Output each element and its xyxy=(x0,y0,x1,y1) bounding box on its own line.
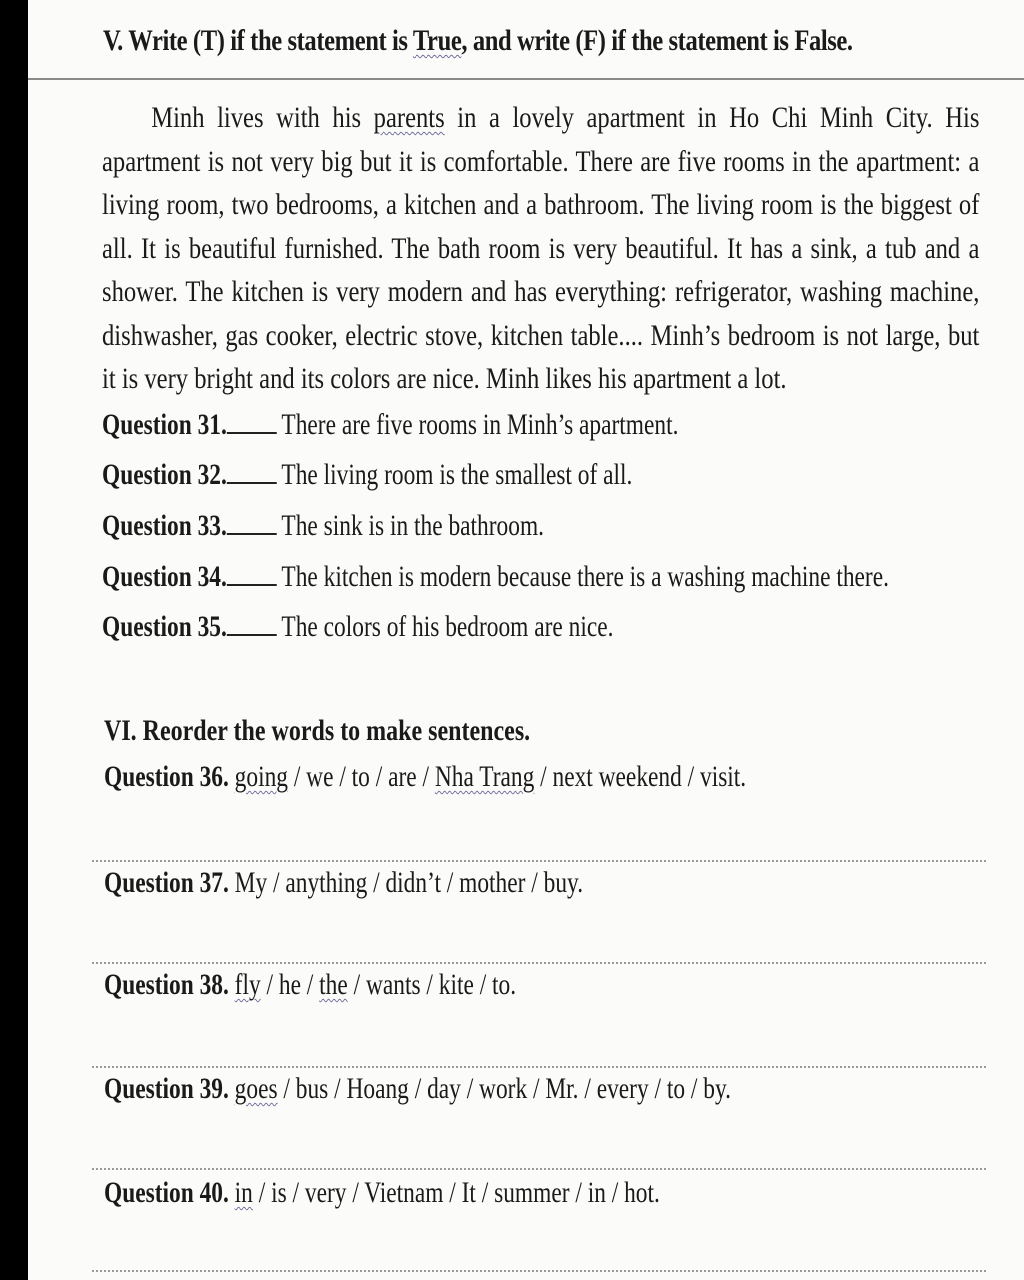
passage-text: Minh lives with his xyxy=(151,101,374,134)
words: My / anything / didn’t / mother / buy. xyxy=(228,866,584,899)
word-going: going xyxy=(234,760,288,793)
answer-line-40[interactable] xyxy=(92,1270,986,1272)
question-text: There are five rooms in Minh’s apartment. xyxy=(281,408,679,441)
word-in: in xyxy=(234,1176,253,1209)
words-end: / next weekend / visit. xyxy=(534,760,747,793)
question-35 xyxy=(102,610,613,644)
answer-blank[interactable] xyxy=(227,562,277,586)
question-number: Question 39. xyxy=(104,1072,229,1105)
words: / is / very / Vietnam / It / summer / in / hot. xyxy=(252,1176,660,1209)
question-36 xyxy=(104,760,746,794)
question-number: Question 37. xyxy=(104,866,229,899)
question-number: Question 38. xyxy=(104,968,229,1001)
question-text: The kitchen is modern because there is a washing machine there. xyxy=(281,560,889,593)
question-33 xyxy=(102,509,544,543)
words: / we / to / are / xyxy=(287,760,435,793)
answer-blank[interactable] xyxy=(227,460,277,484)
answer-blank[interactable] xyxy=(227,612,277,636)
question-number: Question 32. xyxy=(102,458,227,491)
question-number: Question 35. xyxy=(102,610,227,643)
question-40 xyxy=(104,1176,660,1210)
word-goes: goes xyxy=(234,1072,278,1105)
question-text: The sink is in the bathroom. xyxy=(281,509,544,542)
section-6-heading: VI. Reorder the words to make sentences. xyxy=(104,714,531,747)
words: / he / xyxy=(260,968,320,1001)
answer-line-37[interactable] xyxy=(92,962,986,964)
heading-text-end: , and write (F) if the statement is False. xyxy=(461,24,853,57)
word-nha-trang: Nha Trang xyxy=(434,760,535,793)
reading-passage xyxy=(102,96,979,401)
section-5-heading xyxy=(103,24,853,58)
words: / bus / Hoang / day / work / Mr. / every / to / by. xyxy=(277,1072,732,1105)
section-divider xyxy=(28,78,1024,80)
question-39 xyxy=(104,1072,731,1106)
question-number: Question 34. xyxy=(102,560,227,593)
question-number: Question 40. xyxy=(104,1176,229,1209)
question-number: Question 36. xyxy=(104,760,229,793)
heading-true-word: True xyxy=(412,24,462,57)
answer-line-36[interactable] xyxy=(92,860,986,862)
worksheet-page xyxy=(28,0,1024,1280)
question-34 xyxy=(102,560,889,594)
word-fly: fly xyxy=(234,968,261,1001)
heading-text: V. Write (T) if the statement is xyxy=(103,24,413,57)
passage-word-parents: parents xyxy=(373,101,445,134)
question-text: The living room is the smallest of all. xyxy=(281,458,633,491)
question-32 xyxy=(102,458,632,492)
word-the: the xyxy=(319,968,348,1001)
question-38 xyxy=(104,968,516,1002)
answer-line-38[interactable] xyxy=(92,1066,986,1068)
question-number: Question 33. xyxy=(102,509,227,542)
words-end: / wants / kite / to. xyxy=(347,968,517,1001)
question-text: The colors of his bedroom are nice. xyxy=(281,610,614,643)
answer-blank[interactable] xyxy=(227,511,277,535)
passage-text-rest: in a lovely apartment in Ho Chi Minh City. His apartment is not very big but it is comfortable. There are five rooms in the apartment: a living room, two bedrooms, a kitchen and a bathroom. The living room is the biggest of all. It is beautiful furnished. The bath room is very beautiful. It has a sink, a tub and a shower. The kitchen is very modern and has everything: refrigerator, washing machine, dishwasher, gas cooker, electric stove, kitchen table.... Minh’s bedroom is not large, but it is very bright and its colors are nice. Minh likes his apartment a lot. xyxy=(102,101,980,395)
question-31 xyxy=(102,408,678,442)
question-number: Question 31. xyxy=(102,408,227,441)
answer-blank[interactable] xyxy=(227,410,277,434)
answer-line-39[interactable] xyxy=(92,1168,986,1170)
question-37 xyxy=(104,866,583,900)
